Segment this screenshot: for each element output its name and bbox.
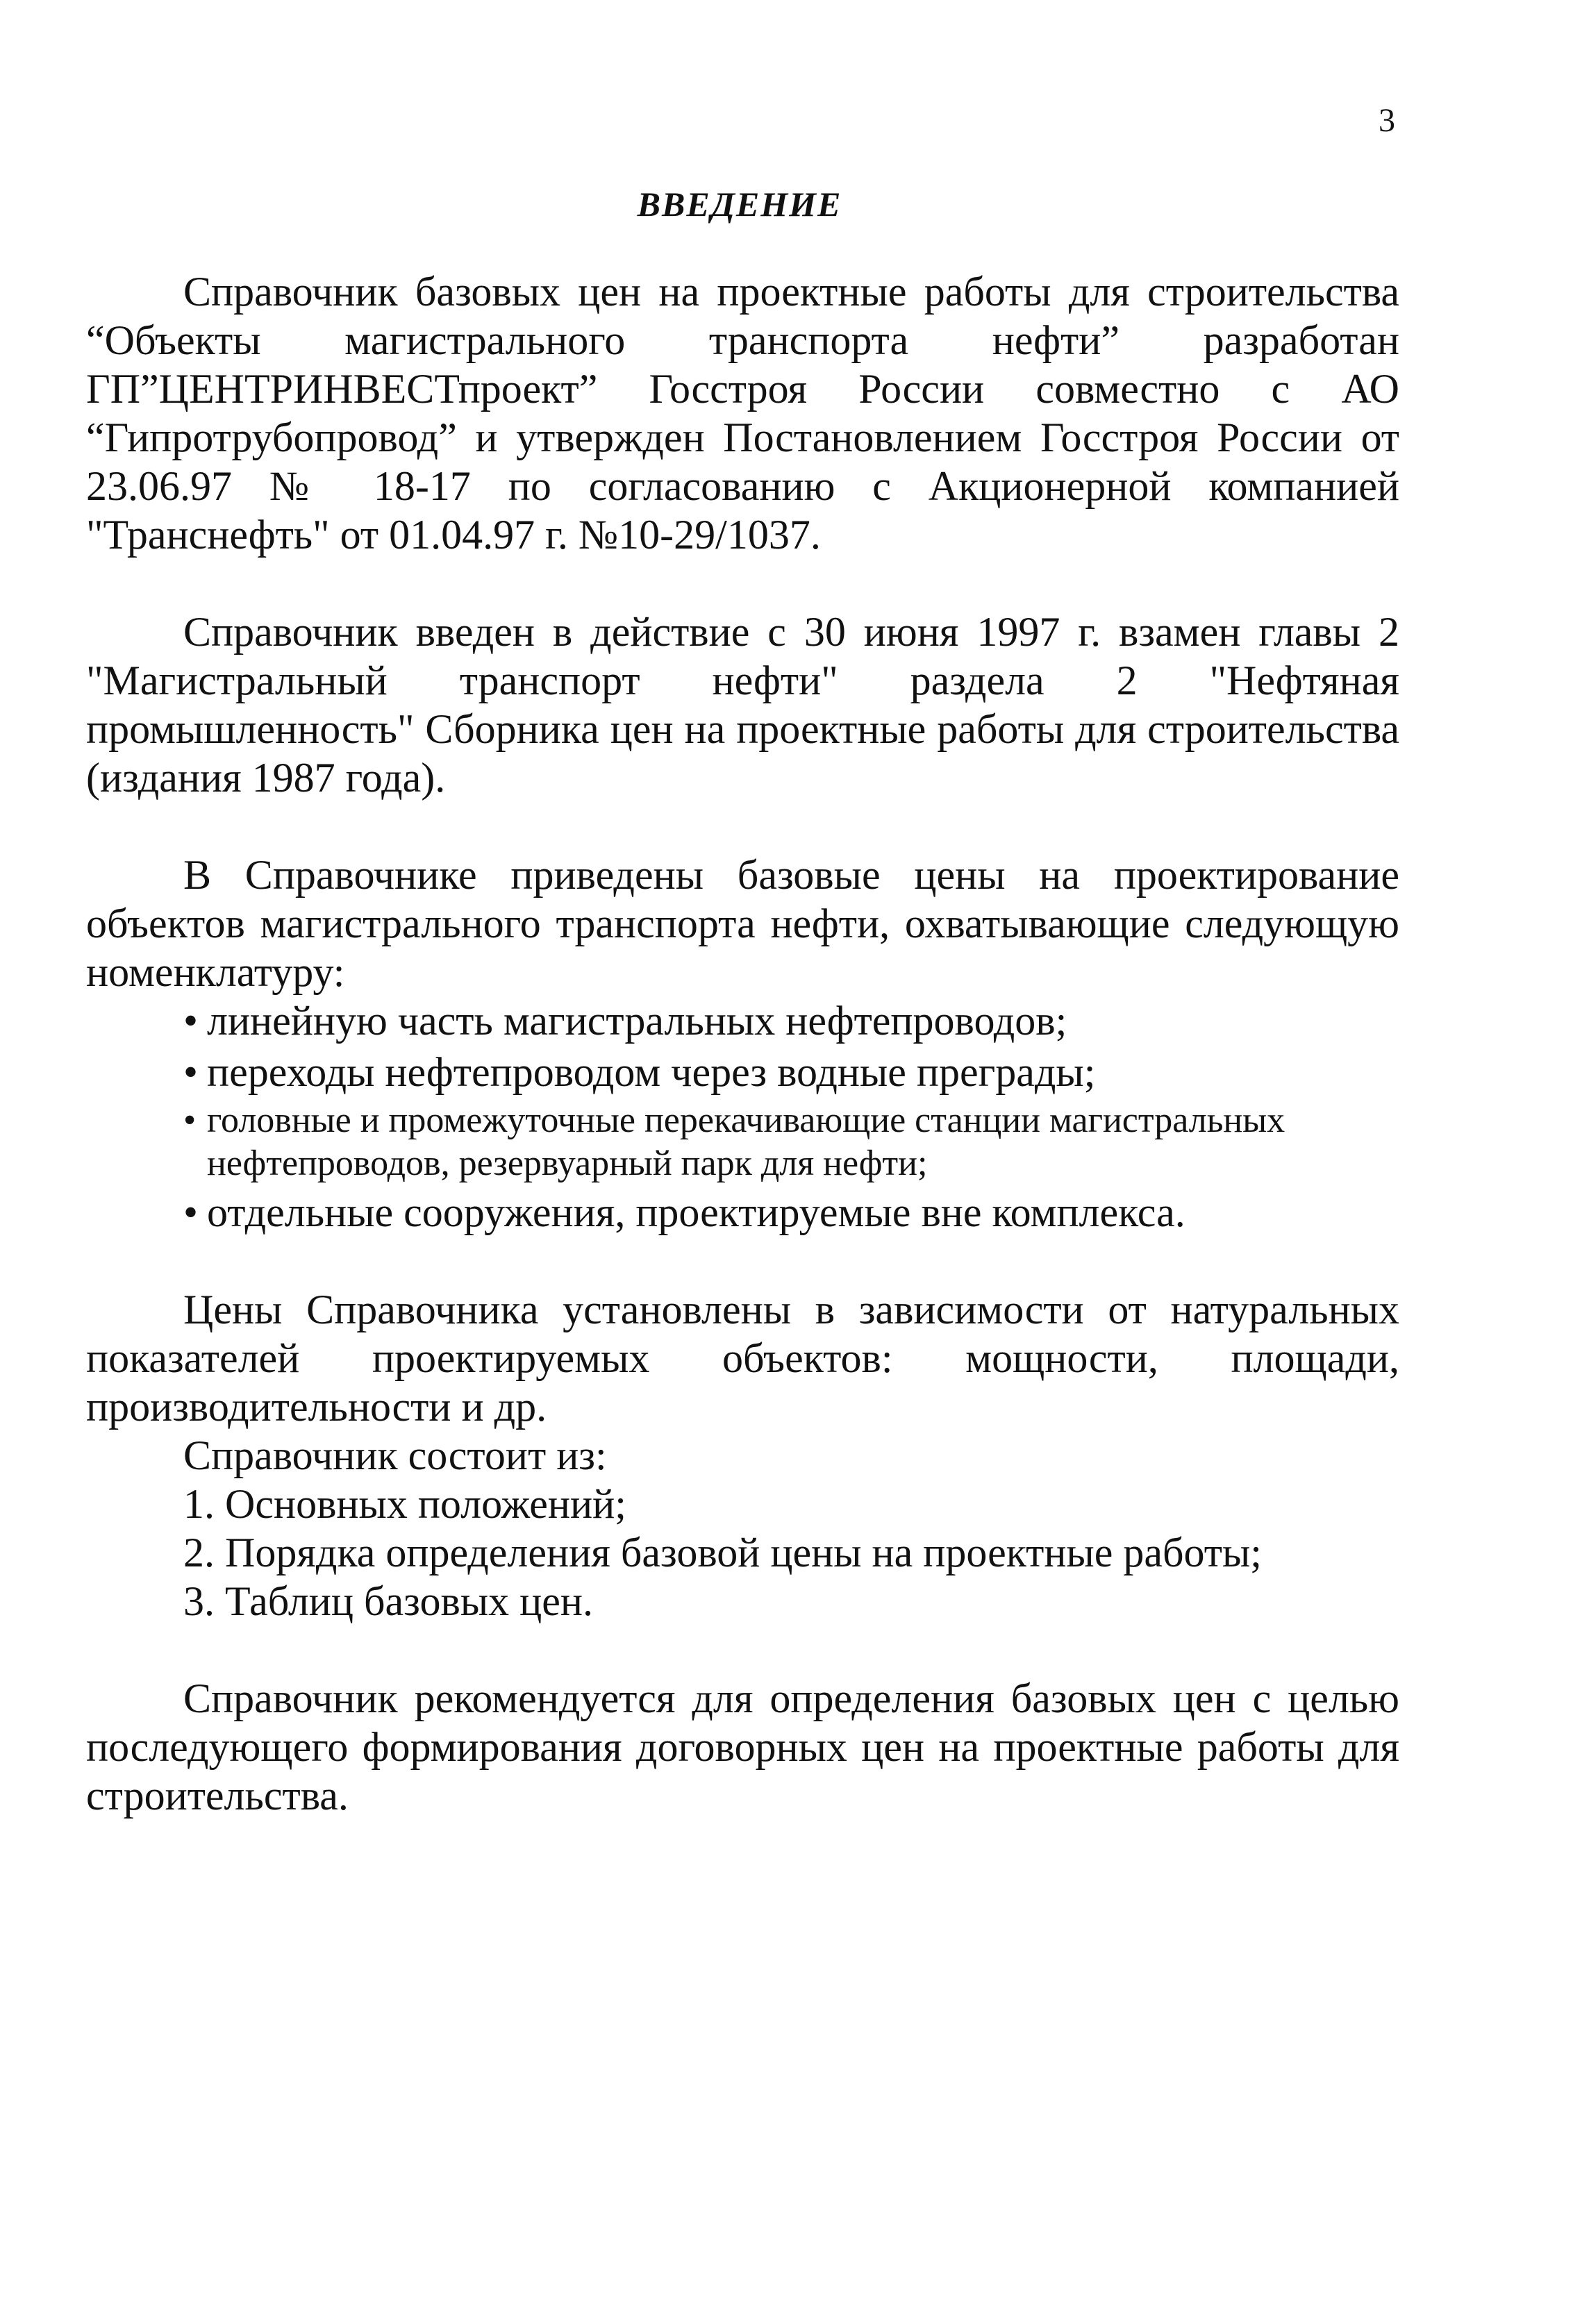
list-item <box>183 996 1399 1045</box>
document-body <box>86 267 1399 1820</box>
list-item: 1. Основных положений; <box>183 1481 626 1527</box>
list-item <box>183 1048 1399 1096</box>
nomenclature-list <box>86 996 1399 1237</box>
list-item-text: головные и промежуточные перекачивающие станции магистральных нефтепроводов, резервуарный парк для нефти; <box>207 1101 1285 1183</box>
structure-list <box>86 1480 1399 1625</box>
bullet-icon: • <box>183 1189 199 1235</box>
paragraph-recommendation: Справочник рекомендуется для определения базовых цен с целью последующего формирования договорных цен на проектные работы для строительства. <box>86 1675 1399 1819</box>
bullet-icon: • <box>183 998 199 1044</box>
paragraph-scope: В Справочнике приведены базовые цены на проектирование объектов магистрального транспорта нефти, охватывающие следующую номенклатуру: <box>86 852 1399 995</box>
list-item <box>183 1099 1399 1185</box>
list-item-text: отдельные сооружения, проектируемые вне комплекса. <box>207 1189 1185 1235</box>
bullet-icon: • <box>183 1101 197 1140</box>
section-title: ВВЕДЕНИЕ <box>637 185 842 224</box>
list-item-text: переходы нефтепроводом через водные преграды; <box>207 1049 1096 1095</box>
list-item <box>183 1188 1399 1237</box>
bullet-icon: • <box>183 1049 199 1095</box>
list-item-text: линейную часть магистральных нефтепроводов; <box>207 998 1067 1044</box>
list-item: 3. Таблиц базовых цен. <box>183 1578 593 1624</box>
paragraph-pricing-basis: Цены Справочника установлены в зависимости от натуральных показателей проектируемых объектов: мощности, площади, производительности и др. <box>86 1287 1399 1430</box>
paragraph-structure-intro: Справочник состоит из: <box>183 1432 607 1478</box>
page-number: 3 <box>1379 102 1395 139</box>
paragraph-authorship: Справочник базовых цен на проектные работы для строительства “Объекты магистрального транспорта нефти” разработан ГП”ЦЕНТРИНВЕСТпроект” Госстроя России совместно с АО “Гипротрубопровод” и утвержден Постановлением Госстроя России от 23.06.97 № 18-17 по согласованию с Акционерной компанией "Транснефть" от 01.04.97 г. №10-29/1037. <box>86 269 1399 558</box>
paragraph-effective-date: Справочник введен в действие с 30 июня 1997 г. взамен главы 2 "Магистральный транспорт нефти" раздела 2 "Нефтяная промышленность" Сборника цен на проектные работы для строительства (издания 1987 года). <box>86 609 1399 801</box>
list-item: 2. Порядка определения базовой цены на проектные работы; <box>183 1530 1262 1575</box>
